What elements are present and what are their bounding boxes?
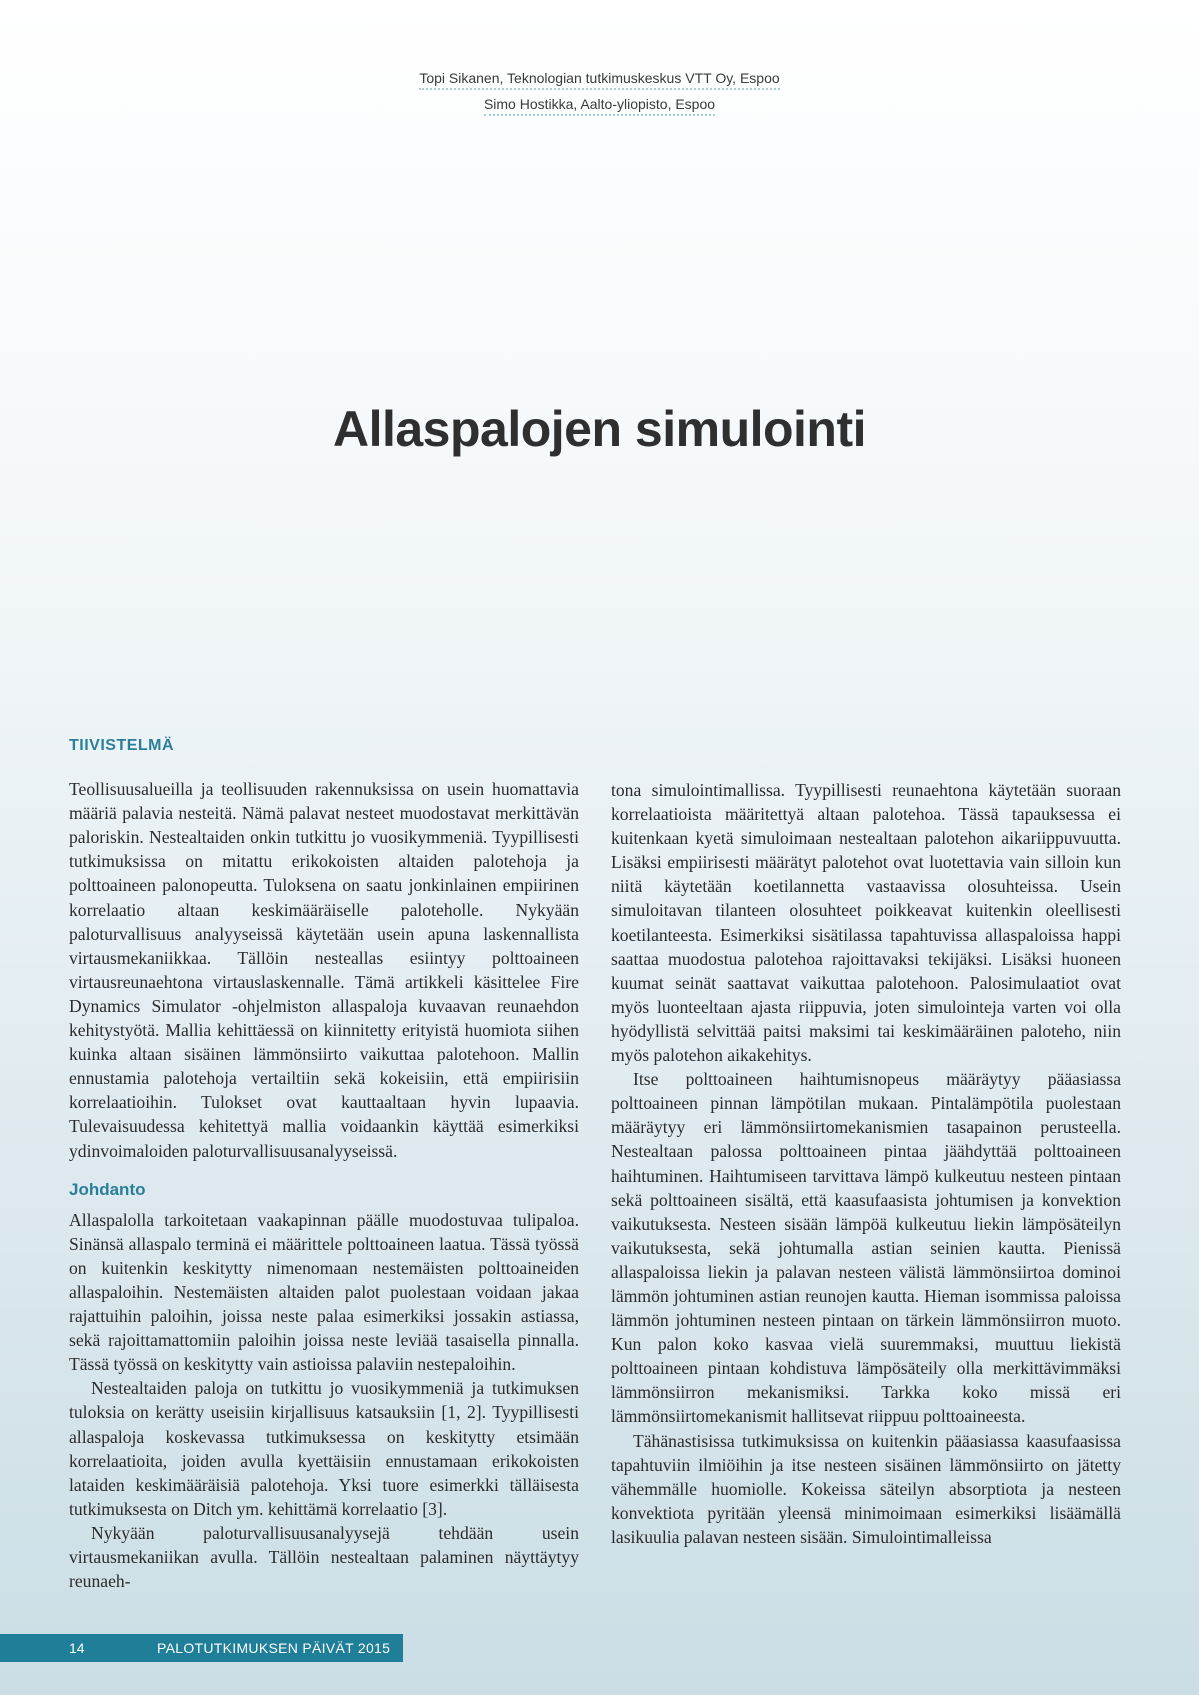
author-line-2: Simo Hostikka, Aalto-yliopisto, Espoo [484,96,715,116]
right-column [611,778,1121,1549]
intro-heading: Johdanto [69,1179,146,1199]
intro-paragraph-5: Tähänastisissa tutkimuksissa on kuitenkin pääasiassa kaasufaasissa tapahtuviin ilmiöihin ja itse nesteen sisäinen lämmönsiirto on jätetty vähemmälle huomiolle. Kokeissa säteilyn absorptiota ja nesteen konvektiota pyritään yleensä minimoimaan esimerkiksi lisäämällä lasikuulia palavan nesteen sisään. Simulointimalleissa [611,1430,1121,1547]
intro-paragraph-2: Nestealtaiden paloja on tutkittu jo vuosikymmeniä ja tutkimuksen tuloksia on kerätty useisiin kirjallisuus katsauksiin [1, 2]. Tyypillisesti allaspaloja koskevassa tutkimuksessa on keskitytty etsimään korrelaatioita, joiden avulla kyettäisiin ennustamaan erikokoisten lataiden keskimääräisiä palotehoja. Yksi tuore esimerkki tälläisesta tutkimuksesta on Ditch ym. kehittämä korrelaatio [3]. [69,1378,579,1519]
publication-name: PALOTUTKIMUKSEN PÄIVÄT 2015 [157,1640,391,1656]
author-line-1: Topi Sikanen, Teknologian tutkimuskeskus VTT Oy, Espoo [419,70,779,90]
left-column [69,736,579,1593]
page-number: 14 [69,1640,85,1656]
footer-bar [0,1634,403,1662]
article-title: Allaspalojen simulointi [332,401,867,457]
author-block [0,70,1199,122]
intro-paragraph-4: Itse polttoaineen haihtumisnopeus määräytyy pääasiassa polttoaineen pinnan lämpötilan mukaan. Pintalämpötila puolestaan määräytyy eri lämmönsiirtomekanismien tasapainon perusteella. Nestealtaan palossa polttoaineen pintaa jäähdyttää polttoaineen haihtuminen. Haihtumiseen tarvittava lämpö kulkeutuu nesteen pintaan sekä polttoaineen sisältä, että kaasufaasista johtumisen ja konvektion vaikutuksesta. Nesteen sisään lämpöä kulkeutuu liekin lämpösäteilyn vaikutuksesta, sekä johtumalla astian seinien kautta. Pienissä allaspaloissa liekin ja palavan nesteen välistä lämmönsiirtoa dominoi lämmön johtuminen astian reunojen kautta. Hieman isommissa paloissa lämmön johtuminen nesteen pintaan on tärkein lämmönsiirron muoto. Kun palon koko kasvaa vielä suuremmaksi, muuttuu liekistä polttoaineen pintaan kohdistuva lämpösäteily olla merkittävimmäksi lämmönsiirron mekanismiksi. Tarkka koko missä eri lämmönsiirtomekanismit hallitsevat riippuu polttoaineesta. [611,1069,1121,1427]
abstract-heading: TIIVISTELMÄ [69,737,175,754]
abstract-text: Teollisuusalueilla ja teollisuuden rakennuksissa on usein huomattavia määriä palavia nesteitä. Nämä palavat nesteet muodostavat merkittävän paloriskin. Nestealtaiden onkin tutkittu jo vuosikymmeniä. Tyypillisesti tutkimuksissa on mitattu erikokoisten altaiden palotehoja ja polttoaineen palonopeutta. Tuloksena on saatu jonkinlainen empiirinen korrelaatio altaan keskimääräiselle paloteholle. Nykyään paloturvallisuus analyyseissä käytetään usein apuna laskennallista virtausmekaniikkaa. Tällöin nesteallas esiintyy polttoaineen virtausreunaehtona virtauslaskennalle. Tämä artikkeli käsittelee Fire Dynamics Simulator -ohjelmiston allaspaloja kuvaavan reunaehdon kehitystyötä. Mallia kehittäessä on kiinnitetty erityistä huomiota siihen kuinka altaan sisäinen lämmönsiirto vaikuttaa palotehoon. Mallin ennustamia palotehoja vertailtiin sekä kokeisiin, että empiirisiin korrelaatioihin. Tulokset ovat kauttaaltaan hyvin lupaavia. Tulevaisuudessa kehitettyä mallia voidaankin käyttää esimerkiksi ydinvoimaloiden paloturvallisuusanalyyseissä. [69,779,579,1161]
intro-paragraph-3: Nykyään paloturvallisuusanalyysejä tehdään usein virtausmekaniikan avulla. Tällöin nestealtaan palaminen näyttäytyy reunaeh- [69,1522,579,1592]
intro-paragraph-3-continued: tona simulointimallissa. Tyypillisesti reunaehtona käytetään suoraan korrelaatioista määritettyä altaan palotehoa. Tässä tapauksessa ei kuitenkaan kyetä simuloimaan nestealtaan palotehon aikariippuvuutta. Lisäksi empiirisesti määrätyt palotehot ovat luotettavia vain silloin kun niitä käytetään koetilannetta vastaavissa olosuhteissa. Usein simuloitavan tilanteen olosuhteet poikkeavat kuitenkin oleellisesti koetilanteesta. Esimerkiksi sisätilassa tapahtuvissa allaspaloissa happi saattaa muodostua palotehoa rajoittavaksi tekijäksi. Lisäksi huoneen kuumat seinät saattavat vaikuttaa palotehoon. Palosimulaatiot ovat myös luonteeltaan ajasta riippuvia, joten simulointeja varten voi olla hyödyllistä selvittää paitsi maksimi tai keskimääräinen paloteho, niin myös palotehon aikakehitys. [611,780,1121,1066]
intro-paragraph-1: Allaspalolla tarkoitetaan vaakapinnan päälle muodostuvaa tulipaloa. Sinänsä allaspalo terminä ei määrittele polttoaineen laatua. Tässä työssä on kuitenkin keskitytty nimenomaan nestemäisten polttoaineiden allaspaloihin. Nestemäisten altaiden palot puolestaan voidaan jakaa rajattuihin paloihin, joissa neste palaa esimerkiksi jossakin astiassa, sekä rajoittamattomiin paloihin joissa neste leviää tasaisella pinnalla. Tässä työssä on keskitytty vain astioissa palaviin nestepaloihin. [69,1209,579,1375]
